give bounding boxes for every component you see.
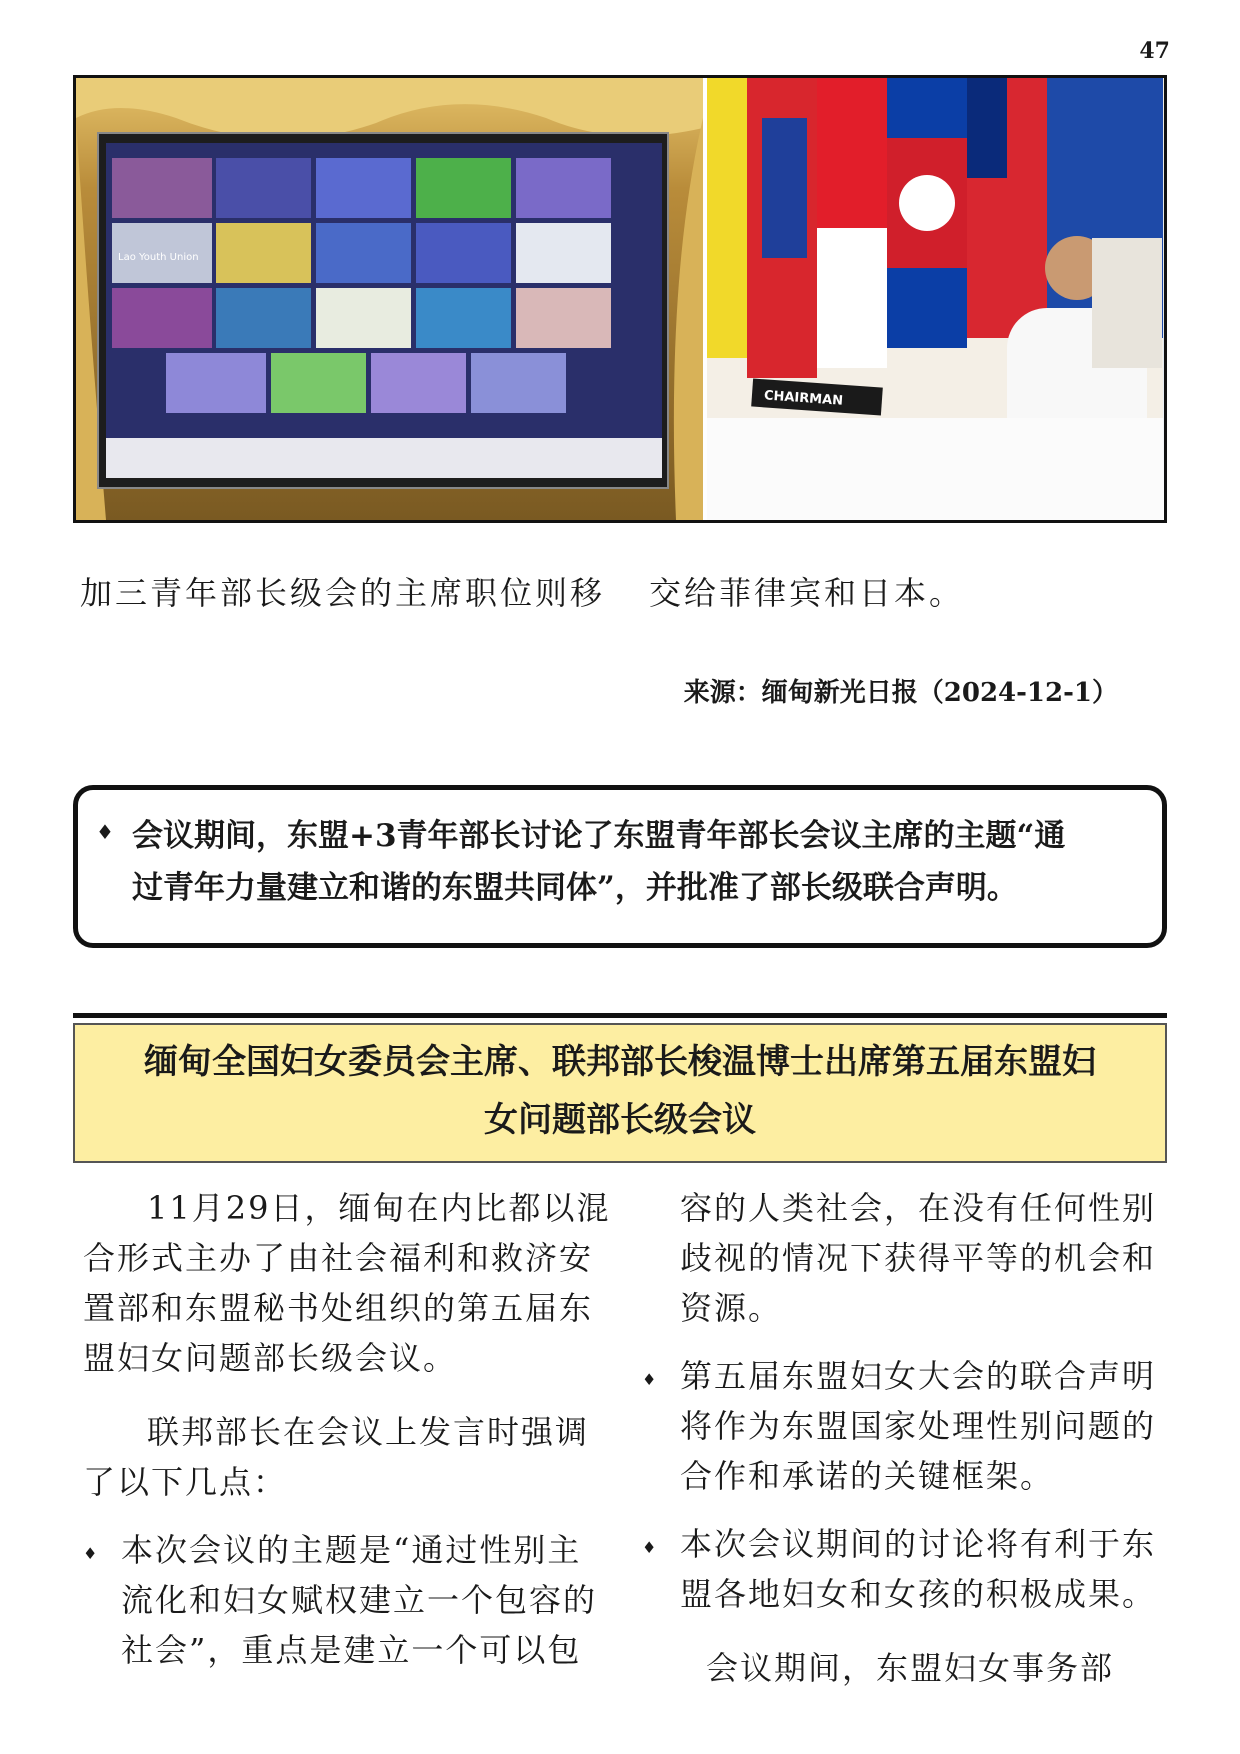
bullet-line: 流化和妇女赋权建立一个包容的	[121, 1581, 598, 1619]
bullet-diamond-icon: ♦	[83, 1544, 100, 1563]
section-divider	[73, 1013, 1167, 1018]
highlight-line: 过青年力量建立和谐的东盟共同体”，并批准了部长级联合声明。	[132, 870, 1018, 906]
paragraph-line: 合形式主办了由社会福利和救济安	[83, 1239, 594, 1277]
chairman-photo	[703, 78, 1164, 520]
article-column-right	[642, 1183, 1162, 1693]
bullet-line: 合作和承诺的关键框架。	[680, 1457, 1055, 1495]
headline-line: 缅甸全国妇女委员会主席、联邦部长梭温博士出席第五届东盟妇	[144, 1042, 1096, 1082]
bullet-line: 将作为东盟国家处理性别问题的	[680, 1407, 1157, 1445]
highlight-text	[132, 810, 1065, 914]
bullet-line: 本次会议的主题是“通过性别主	[121, 1531, 582, 1569]
photo-strip	[73, 75, 1167, 523]
bullet-line: 盟各地妇女和女孩的积极成果。	[680, 1575, 1157, 1613]
bullet-item	[642, 1519, 1162, 1619]
article-column-left	[83, 1183, 613, 1675]
bullet-item	[83, 1525, 613, 1675]
paragraph-line: 盟妇女问题部长级会议。	[83, 1339, 458, 1377]
bullet-diamond-icon: ♦	[642, 1370, 659, 1389]
page-number: 47	[1139, 38, 1170, 64]
caption-part-2: 交给菲律宾和日本。	[649, 574, 965, 612]
article-headline	[73, 1023, 1167, 1163]
highlight-box	[73, 785, 1167, 948]
chairman-nameplate-text: CHAIRMAN	[763, 388, 844, 409]
bullet-line: 资源。	[680, 1289, 783, 1327]
bullet-line: 社会”，重点是建立一个可以包	[121, 1631, 582, 1669]
paragraph-line: 联邦部长在会议上发言时强调	[147, 1413, 590, 1451]
headline-line: 女问题部长级会议	[484, 1100, 756, 1140]
bullet-diamond-icon: ♦	[96, 820, 114, 844]
paragraph-line: 置部和东盟秘书处组织的第五届东	[83, 1289, 594, 1327]
source-citation: 来源：缅甸新光日报（2024-12-1）	[683, 678, 1118, 708]
caption-part-1: 加三青年部长级会的主席职位则移	[80, 574, 606, 612]
bullet-line: 歧视的情况下获得平等的机会和	[680, 1239, 1157, 1277]
bullet-line: 本次会议期间的讨论将有利于东	[680, 1525, 1157, 1563]
bullet-line: 容的人类社会，在没有任何性别	[680, 1189, 1157, 1227]
bullet-line: 第五届东盟妇女大会的联合声明	[680, 1357, 1157, 1395]
bullet-diamond-icon: ♦	[642, 1538, 659, 1557]
caption-continuation	[80, 568, 964, 614]
paragraph-line: 11月29日，缅甸在内比都以混	[147, 1189, 611, 1227]
video-conference-photo	[76, 78, 703, 520]
highlight-line: 会议期间，东盟+3青年部长讨论了东盟青年部长会议主席的主题“通	[132, 818, 1066, 854]
paragraph-line: 会议期间，东盟妇女事务部	[706, 1649, 1115, 1687]
paragraph-line: 了以下几点：	[83, 1463, 288, 1501]
lao-youth-union-label: Lao Youth Union	[118, 252, 199, 263]
bullet-item	[642, 1351, 1162, 1501]
